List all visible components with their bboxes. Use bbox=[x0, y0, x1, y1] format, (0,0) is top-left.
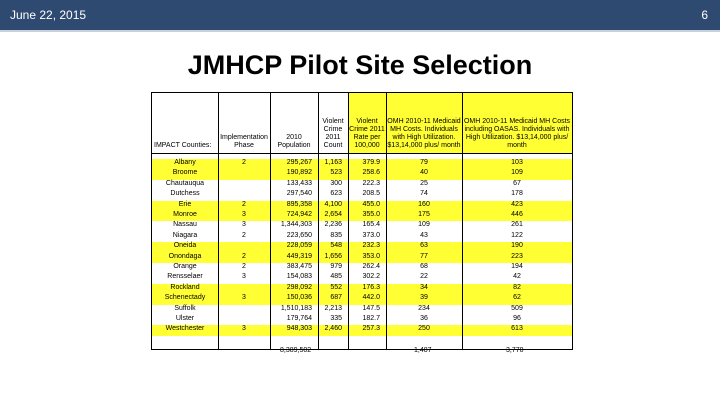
cell-phase bbox=[218, 283, 270, 293]
cell-omh-oasas: 42 bbox=[513, 273, 521, 281]
cell-phase bbox=[218, 304, 270, 314]
column-divider bbox=[386, 93, 387, 349]
cell-population: 1,344,303 bbox=[280, 221, 312, 229]
header-bar bbox=[0, 0, 720, 30]
cell-crime-count: 4,100 bbox=[324, 200, 342, 208]
cell-omh-oasas: 96 bbox=[513, 315, 521, 322]
cell-omh-oasas: 509 bbox=[511, 304, 523, 312]
cell-crime-rate: 373.0 bbox=[362, 231, 380, 239]
cell-county: Chautauqua bbox=[165, 179, 205, 187]
cell-crime-count: 300 bbox=[330, 179, 342, 187]
column-header-omh-mh: OMH 2010-11 Medicaid MH Costs. Individuals with High Utilization. $13,14,000 plus/ month bbox=[387, 118, 461, 149]
cell-omh-mh: 25 bbox=[420, 179, 428, 187]
cell-population: 223,650 bbox=[286, 231, 312, 239]
cell-omh-oasas: 223 bbox=[511, 252, 523, 260]
cell-county: Schenectady bbox=[164, 294, 206, 302]
cell-phase bbox=[218, 241, 270, 251]
cell-omh-mh: 63 bbox=[420, 242, 428, 250]
date-label: June 22, 2015 bbox=[10, 8, 87, 22]
cell-crime-count: 523 bbox=[330, 169, 342, 177]
cell-population: 297,540 bbox=[286, 190, 312, 198]
cell-crime-rate: 147.5 bbox=[362, 304, 380, 312]
cell-phase: 3 bbox=[242, 221, 246, 229]
cell-crime-rate: 208.5 bbox=[362, 190, 380, 198]
cell-county: Dutchess bbox=[170, 190, 200, 198]
cell-crime-rate: 442.0 bbox=[362, 294, 380, 302]
cell-omh-mh: 34 bbox=[420, 283, 428, 291]
cell-crime-rate: 302.2 bbox=[362, 273, 380, 281]
column-header-population: 2010 Population bbox=[277, 134, 311, 149]
cell-omh-oasas: 67 bbox=[513, 179, 521, 187]
cell-crime-count: 485 bbox=[330, 273, 342, 281]
cell-county: Albany bbox=[174, 159, 196, 166]
cell-phase bbox=[218, 179, 270, 189]
cell-omh-oasas: 62 bbox=[513, 294, 521, 302]
cell-county: Westchester bbox=[165, 325, 205, 333]
cell-population: 383,475 bbox=[286, 263, 312, 270]
cell-crime-count: 687 bbox=[330, 294, 342, 302]
column-header-crime-rate: Violent Crime 2011 Rate per 100,000 bbox=[349, 118, 385, 149]
cell-crime-rate: 165.4 bbox=[362, 221, 380, 229]
cell-omh-mh: 40 bbox=[420, 169, 428, 177]
cell-county: Oneida bbox=[173, 242, 197, 250]
column-divider bbox=[462, 93, 463, 349]
column-header-omh-oasas: OMH 2010-11 Medicaid MH Costs including OASAS. Individuals with High Utilization. $13,14,000 plus/ month bbox=[463, 118, 571, 149]
cell-crime-count: 979 bbox=[330, 263, 342, 270]
cell-crime-rate: 232.3 bbox=[362, 242, 380, 250]
cell-county: Nassau bbox=[173, 221, 197, 229]
cell-population: 295,267 bbox=[286, 159, 312, 166]
column-header-county: IMPACT Counties: bbox=[154, 142, 212, 149]
column-divider bbox=[218, 93, 219, 349]
cell-crime-rate: 222.3 bbox=[362, 179, 380, 187]
cell-county: Suffolk bbox=[174, 304, 196, 312]
cell-county: Ulster bbox=[175, 315, 195, 322]
cell-phase: 3 bbox=[242, 294, 246, 302]
cell-county: Onondaga bbox=[168, 252, 202, 260]
cell-omh-mh: 74 bbox=[420, 190, 428, 198]
cell-phase bbox=[218, 168, 270, 178]
cell-crime-count: 2,213 bbox=[324, 304, 342, 312]
county-table bbox=[151, 92, 573, 350]
cell-county: Monroe bbox=[173, 211, 197, 218]
cell-omh-mh: 68 bbox=[420, 263, 428, 270]
cell-county: Broome bbox=[172, 169, 198, 177]
cell-omh-oasas: 261 bbox=[511, 221, 523, 229]
cell-omh-oasas: 82 bbox=[513, 283, 521, 291]
cell-crime-rate: 257.3 bbox=[362, 325, 380, 333]
cell-omh-mh: 175 bbox=[418, 211, 430, 218]
cell-phase bbox=[218, 314, 270, 324]
cell-crime-rate: 353.0 bbox=[362, 252, 380, 260]
cell-crime-count: 1,163 bbox=[324, 159, 342, 166]
cell-phase: 2 bbox=[242, 263, 246, 270]
cell-population: 190,892 bbox=[286, 169, 312, 177]
cell-omh-oasas: 613 bbox=[511, 325, 523, 333]
cell-county: Rockland bbox=[170, 283, 200, 291]
cell-omh-mh: 250 bbox=[418, 325, 430, 333]
cell-crime-rate: 355.0 bbox=[362, 211, 380, 218]
cell-phase: 2 bbox=[242, 200, 246, 208]
cell-crime-count: 2,460 bbox=[324, 325, 342, 333]
cell-county: Erie bbox=[178, 200, 192, 208]
cell-crime-count: 835 bbox=[330, 231, 342, 239]
cell-population: 298,092 bbox=[286, 283, 312, 291]
cell-population: 1,510,183 bbox=[280, 304, 312, 312]
cell-omh-oasas: 446 bbox=[511, 211, 523, 218]
cell-phase: 2 bbox=[242, 252, 246, 260]
cell-crime-rate: 262.4 bbox=[362, 263, 380, 270]
cell-omh-mh: 79 bbox=[420, 159, 428, 166]
cell-population: 449,319 bbox=[286, 252, 312, 260]
cell-county: Niagara bbox=[172, 231, 198, 239]
table-header bbox=[152, 93, 572, 154]
cell-county: Orange bbox=[173, 263, 197, 270]
total-omh-oasas: 3,770 bbox=[506, 347, 524, 354]
cell-phase bbox=[218, 189, 270, 199]
cell-population: 179,764 bbox=[286, 315, 312, 322]
cell-crime-rate: 182.7 bbox=[362, 315, 380, 322]
cell-crime-count: 548 bbox=[330, 242, 342, 250]
cell-crime-rate: 258.6 bbox=[362, 169, 380, 177]
cell-phase: 2 bbox=[242, 231, 246, 239]
cell-omh-oasas: 190 bbox=[511, 242, 523, 250]
cell-crime-count: 2,236 bbox=[324, 221, 342, 229]
cell-crime-rate: 176.3 bbox=[362, 283, 380, 291]
cell-population: 228,059 bbox=[286, 242, 312, 250]
cell-omh-mh: 77 bbox=[420, 252, 428, 260]
cell-phase: 3 bbox=[242, 273, 246, 281]
slide-title: JMHCP Pilot Site Selection bbox=[187, 50, 533, 80]
page-number: 6 bbox=[701, 8, 708, 22]
cell-crime-count: 335 bbox=[330, 315, 342, 322]
cell-population: 154,083 bbox=[286, 273, 312, 281]
total-omh-mh: 1,487 bbox=[414, 347, 432, 354]
cell-population: 133,433 bbox=[286, 179, 312, 187]
header-divider bbox=[0, 30, 720, 32]
cell-crime-rate: 455.0 bbox=[362, 200, 380, 208]
cell-omh-mh: 109 bbox=[418, 221, 430, 229]
cell-population: 724,942 bbox=[286, 211, 312, 218]
column-header-phase: Implementation Phase bbox=[220, 134, 268, 149]
cell-omh-mh: 36 bbox=[420, 315, 428, 322]
cell-omh-oasas: 103 bbox=[511, 159, 523, 166]
cell-omh-oasas: 178 bbox=[511, 190, 523, 198]
column-divider bbox=[318, 93, 319, 349]
cell-crime-count: 2,654 bbox=[324, 211, 342, 218]
cell-omh-mh: 43 bbox=[420, 231, 428, 239]
cell-omh-mh: 160 bbox=[418, 200, 430, 208]
cell-phase: 3 bbox=[242, 211, 246, 218]
cell-omh-oasas: 194 bbox=[511, 263, 523, 270]
column-divider bbox=[270, 93, 271, 349]
column-header-crime-count: Violent Crime 2011 Count bbox=[322, 118, 344, 149]
cell-omh-oasas: 423 bbox=[511, 200, 523, 208]
total-population: 8,389,502 bbox=[280, 347, 312, 354]
cell-omh-oasas: 109 bbox=[511, 169, 523, 177]
cell-phase: 2 bbox=[242, 159, 246, 166]
cell-phase: 3 bbox=[242, 325, 246, 333]
cell-county: Rensselaer bbox=[167, 273, 203, 281]
cell-crime-count: 623 bbox=[330, 190, 342, 198]
column-divider bbox=[348, 93, 349, 349]
cell-population: 895,358 bbox=[286, 200, 312, 208]
cell-population: 150,036 bbox=[286, 294, 312, 302]
cell-population: 948,303 bbox=[286, 325, 312, 333]
cell-omh-oasas: 122 bbox=[511, 231, 523, 239]
cell-crime-rate: 379.9 bbox=[362, 159, 380, 166]
cell-omh-mh: 22 bbox=[420, 273, 428, 281]
cell-crime-count: 552 bbox=[330, 283, 342, 291]
cell-omh-mh: 39 bbox=[420, 294, 428, 302]
cell-crime-count: 1,656 bbox=[324, 252, 342, 260]
cell-omh-mh: 234 bbox=[418, 304, 430, 312]
